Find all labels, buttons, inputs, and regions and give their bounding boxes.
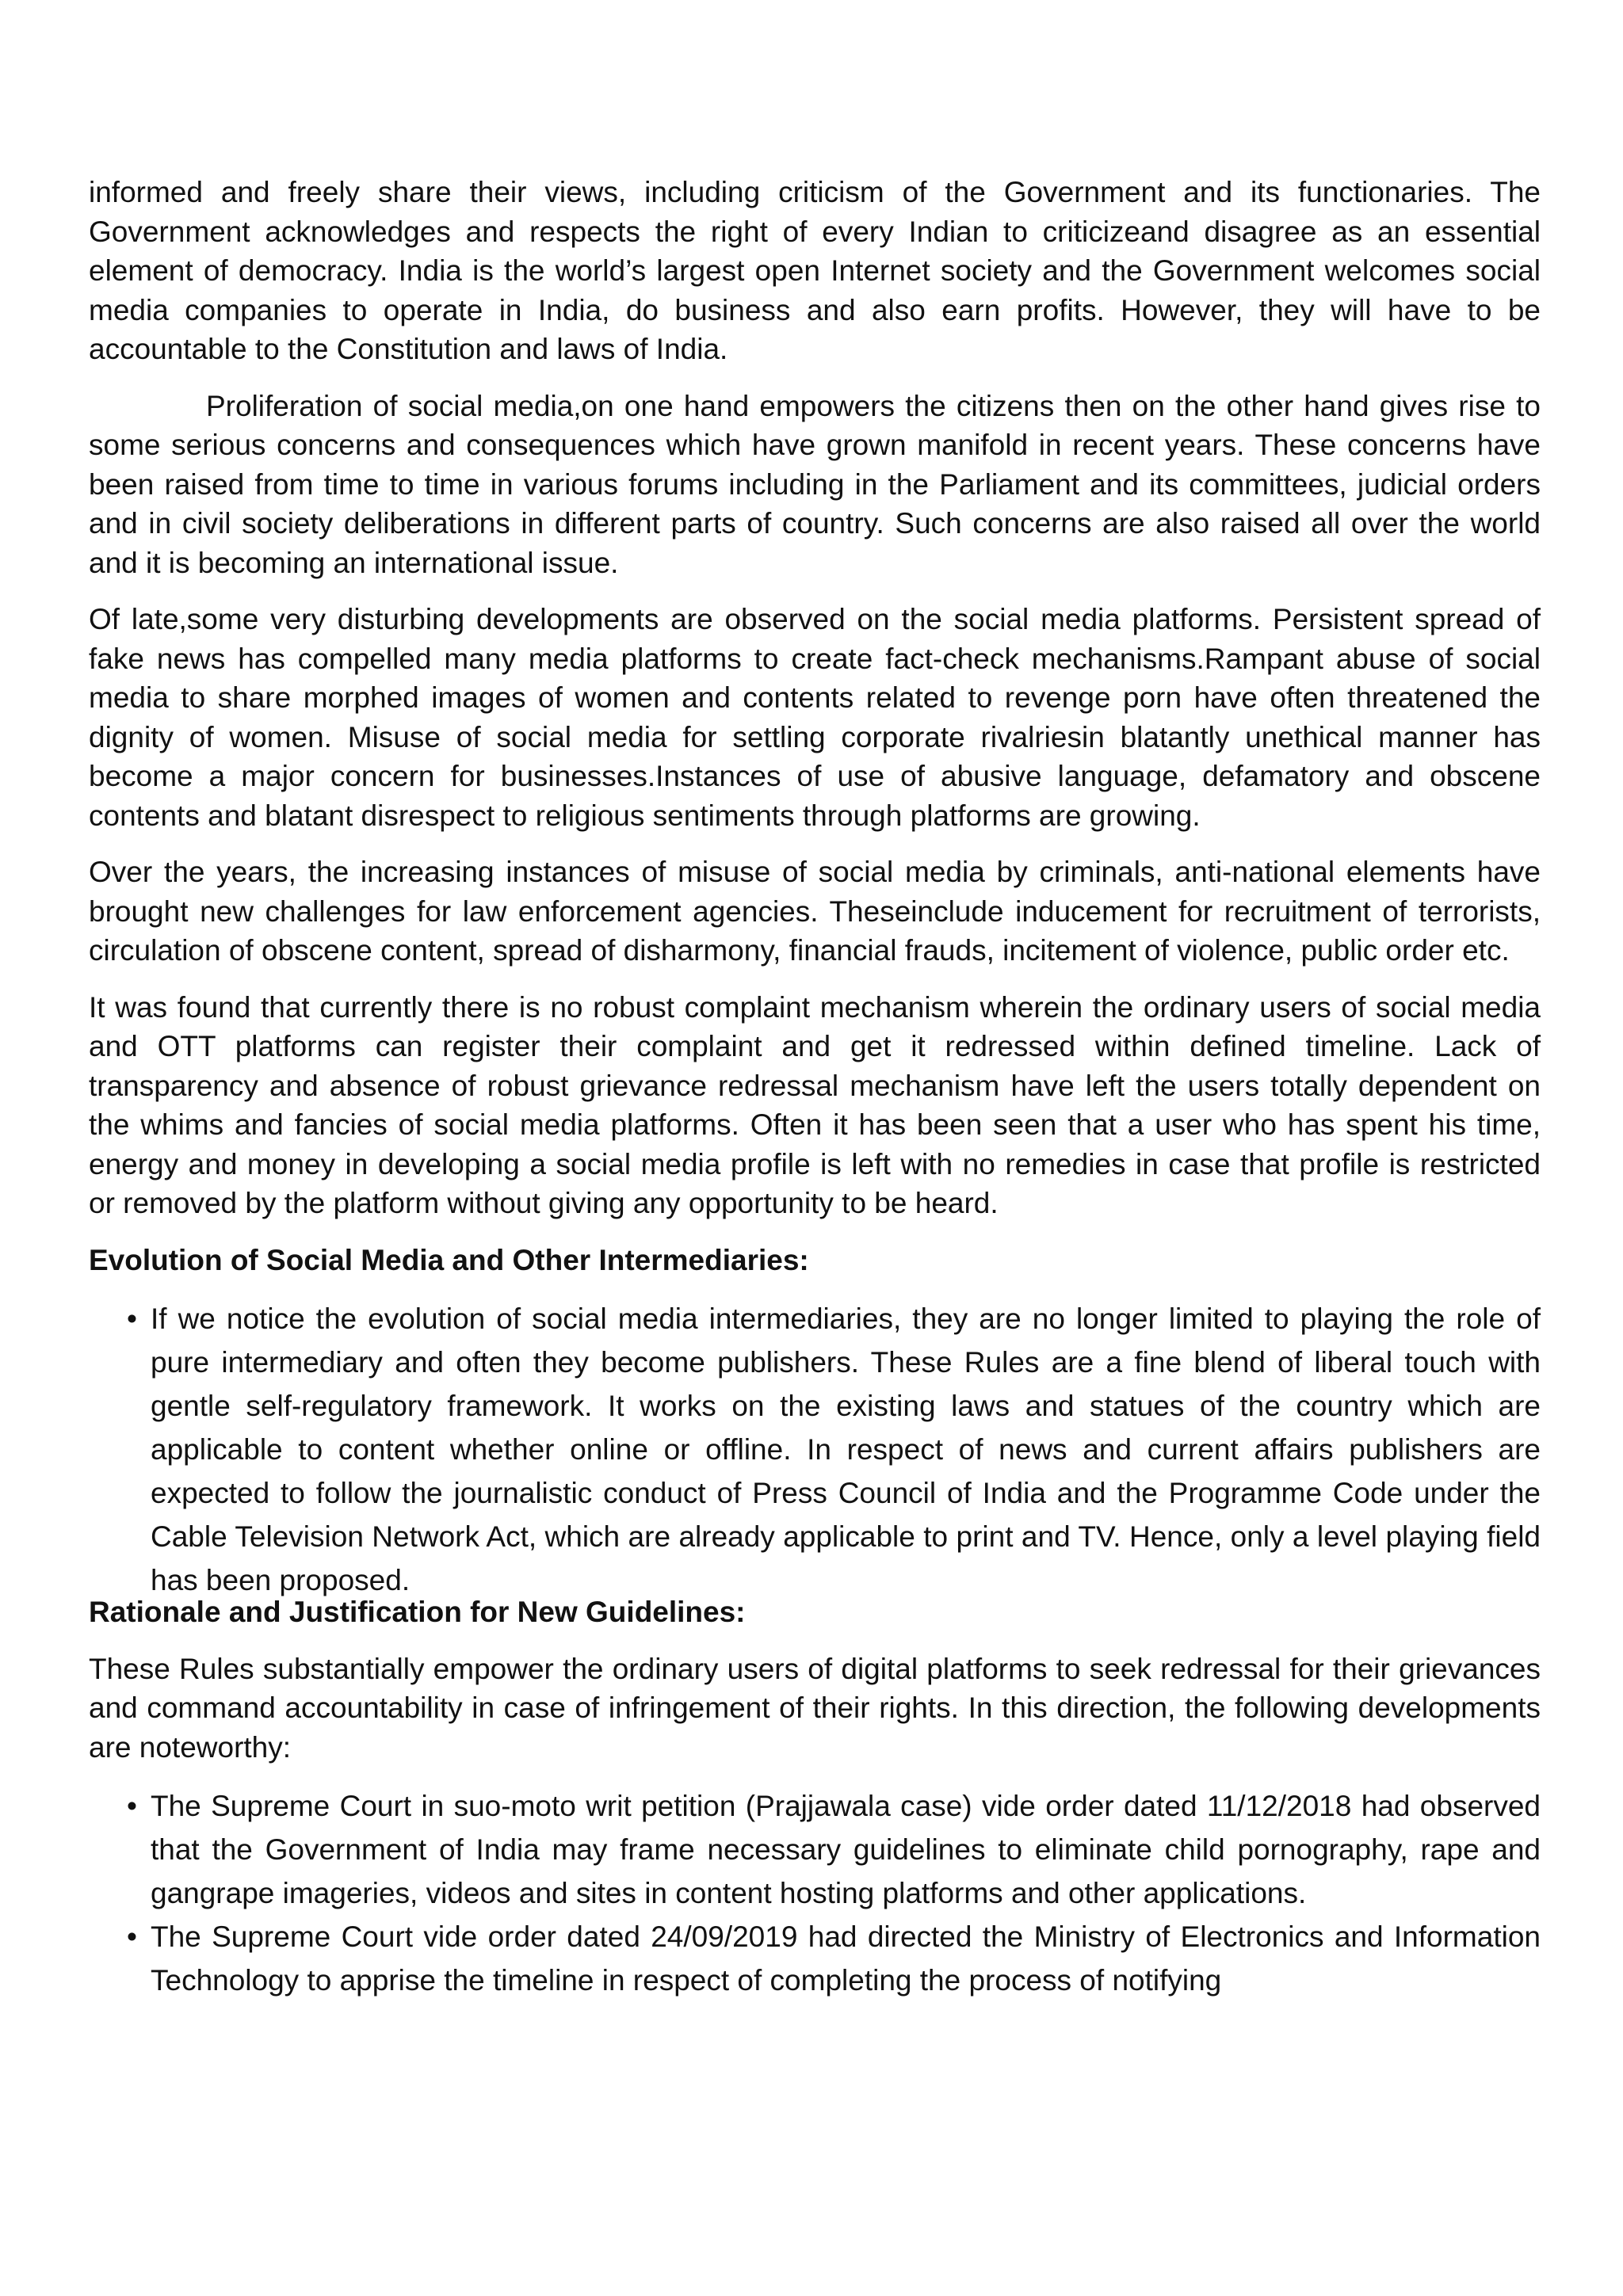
bullet-marker: •: [127, 1920, 137, 1953]
bullet-marker: •: [127, 1790, 137, 1822]
paragraph-proliferation-concerns: Proliferation of social media,on one hand empowers the citizens then on the other hand gives rise to some serious concerns and consequences which have grown manifold in recent years. These concerns have been raised from time to time in various forums including in the Parliament and its committees, judicial orders and in civil society deliberations in different parts of country. Such concerns are also raised all over the world and it is becoming an international issue.: [89, 389, 1541, 579]
section-heading-evolution: Evolution of Social Media and Other Intermediaries:: [89, 1243, 809, 1276]
rationale-bullet-list: [89, 1784, 1541, 2002]
list-item-text: The Supreme Court vide order dated 24/09/2019 had directed the Ministry of Electronics and Information Technology to apprise the timeline in respect of completing the process of notifying: [151, 1920, 1541, 1997]
list-item-text: The Supreme Court in suo-moto writ petition (Prajjawala case) vide order dated 11/12/2018 had observed that the Government of India may frame necessary guidelines to eliminate child pornography, rape and gangrape imageries, videos and sites in content hosting platforms and other applications.: [151, 1790, 1541, 1909]
list-item: [89, 1915, 1541, 2002]
paragraph-government-accountability: informed and freely share their views, including criticism of the Government and its functionaries. The Government acknowledges and respects the right of every Indian to criticizeand disagree as an essential element of democracy. India is the world’s largest open Internet society and the Government welcomes social media companies to operate in India, do business and also earn profits. However, they will have to be accountable to the Constitution and laws of India.: [89, 176, 1541, 365]
paragraph-law-enforcement-challenges: Over the years, the increasing instances of misuse of social media by criminals, anti-national elements have brought new challenges for law enforcement agencies. Theseinclude inducement for recruitment of terrorists, circulation of obscene content, spread of disharmony, financial frauds, incitement of violence, public order etc.: [89, 856, 1541, 967]
list-item-text: If we notice the evolution of social media intermediaries, they are no longer limited to playing the role of pure intermediary and often they become publishers. These Rules are a fine blend of liberal touch with gentle self-regulatory framework. It works on the existing laws and statues of the country which are applicable to content whether online or offline. In respect of news and current affairs publishers are expected to follow the journalistic conduct of Press Council of India and the Programme Code under the Cable Television Network Act, which are already applicable to print and TV. Hence, only a level playing field has been proposed.: [151, 1302, 1541, 1596]
list-item: [89, 1297, 1541, 1602]
evolution-bullet-list: [89, 1297, 1541, 1602]
section-heading-rationale: Rationale and Justification for New Guidelines:: [89, 1596, 746, 1628]
paragraph-disturbing-developments: Of late,some very disturbing developments are observed on the social media platforms. Persistent spread of fake news has compelled many media platforms to create fact-check mechanisms.Rampant abuse of social media to share morphed images of women and contents related to revenge porn have often threatened the dignity of women. Misuse of social media for settling corporate rivalriesin blatantly unethical manner has become a major concern for businesses.Instances of use of abusive language, defamatory and obscene contents and blatant disrespect to religious sentiments through platforms are growing.: [89, 603, 1541, 832]
list-item: [89, 1784, 1541, 1915]
paragraph-complaint-mechanism: It was found that currently there is no robust complaint mechanism wherein the ordinary users of social media and OTT platforms can register their complaint and get it redressed within defined timeline. Lack of transparency and absence of robust grievance redressal mechanism have left the users totally dependent on the whims and fancies of social media platforms. Often it has been seen that a user who has spent his time, energy and money in developing a social media profile is left with no remedies in case that profile is restricted or removed by the platform without giving any opportunity to be heard.: [89, 990, 1541, 1219]
bullet-marker: •: [127, 1302, 137, 1335]
paragraph-rules-empower-users: These Rules substantially empower the ordinary users of digital platforms to seek redressal for their grievances and command accountability in case of infringement of their rights. In this direction, the following developments are noteworthy:: [89, 1652, 1541, 1764]
